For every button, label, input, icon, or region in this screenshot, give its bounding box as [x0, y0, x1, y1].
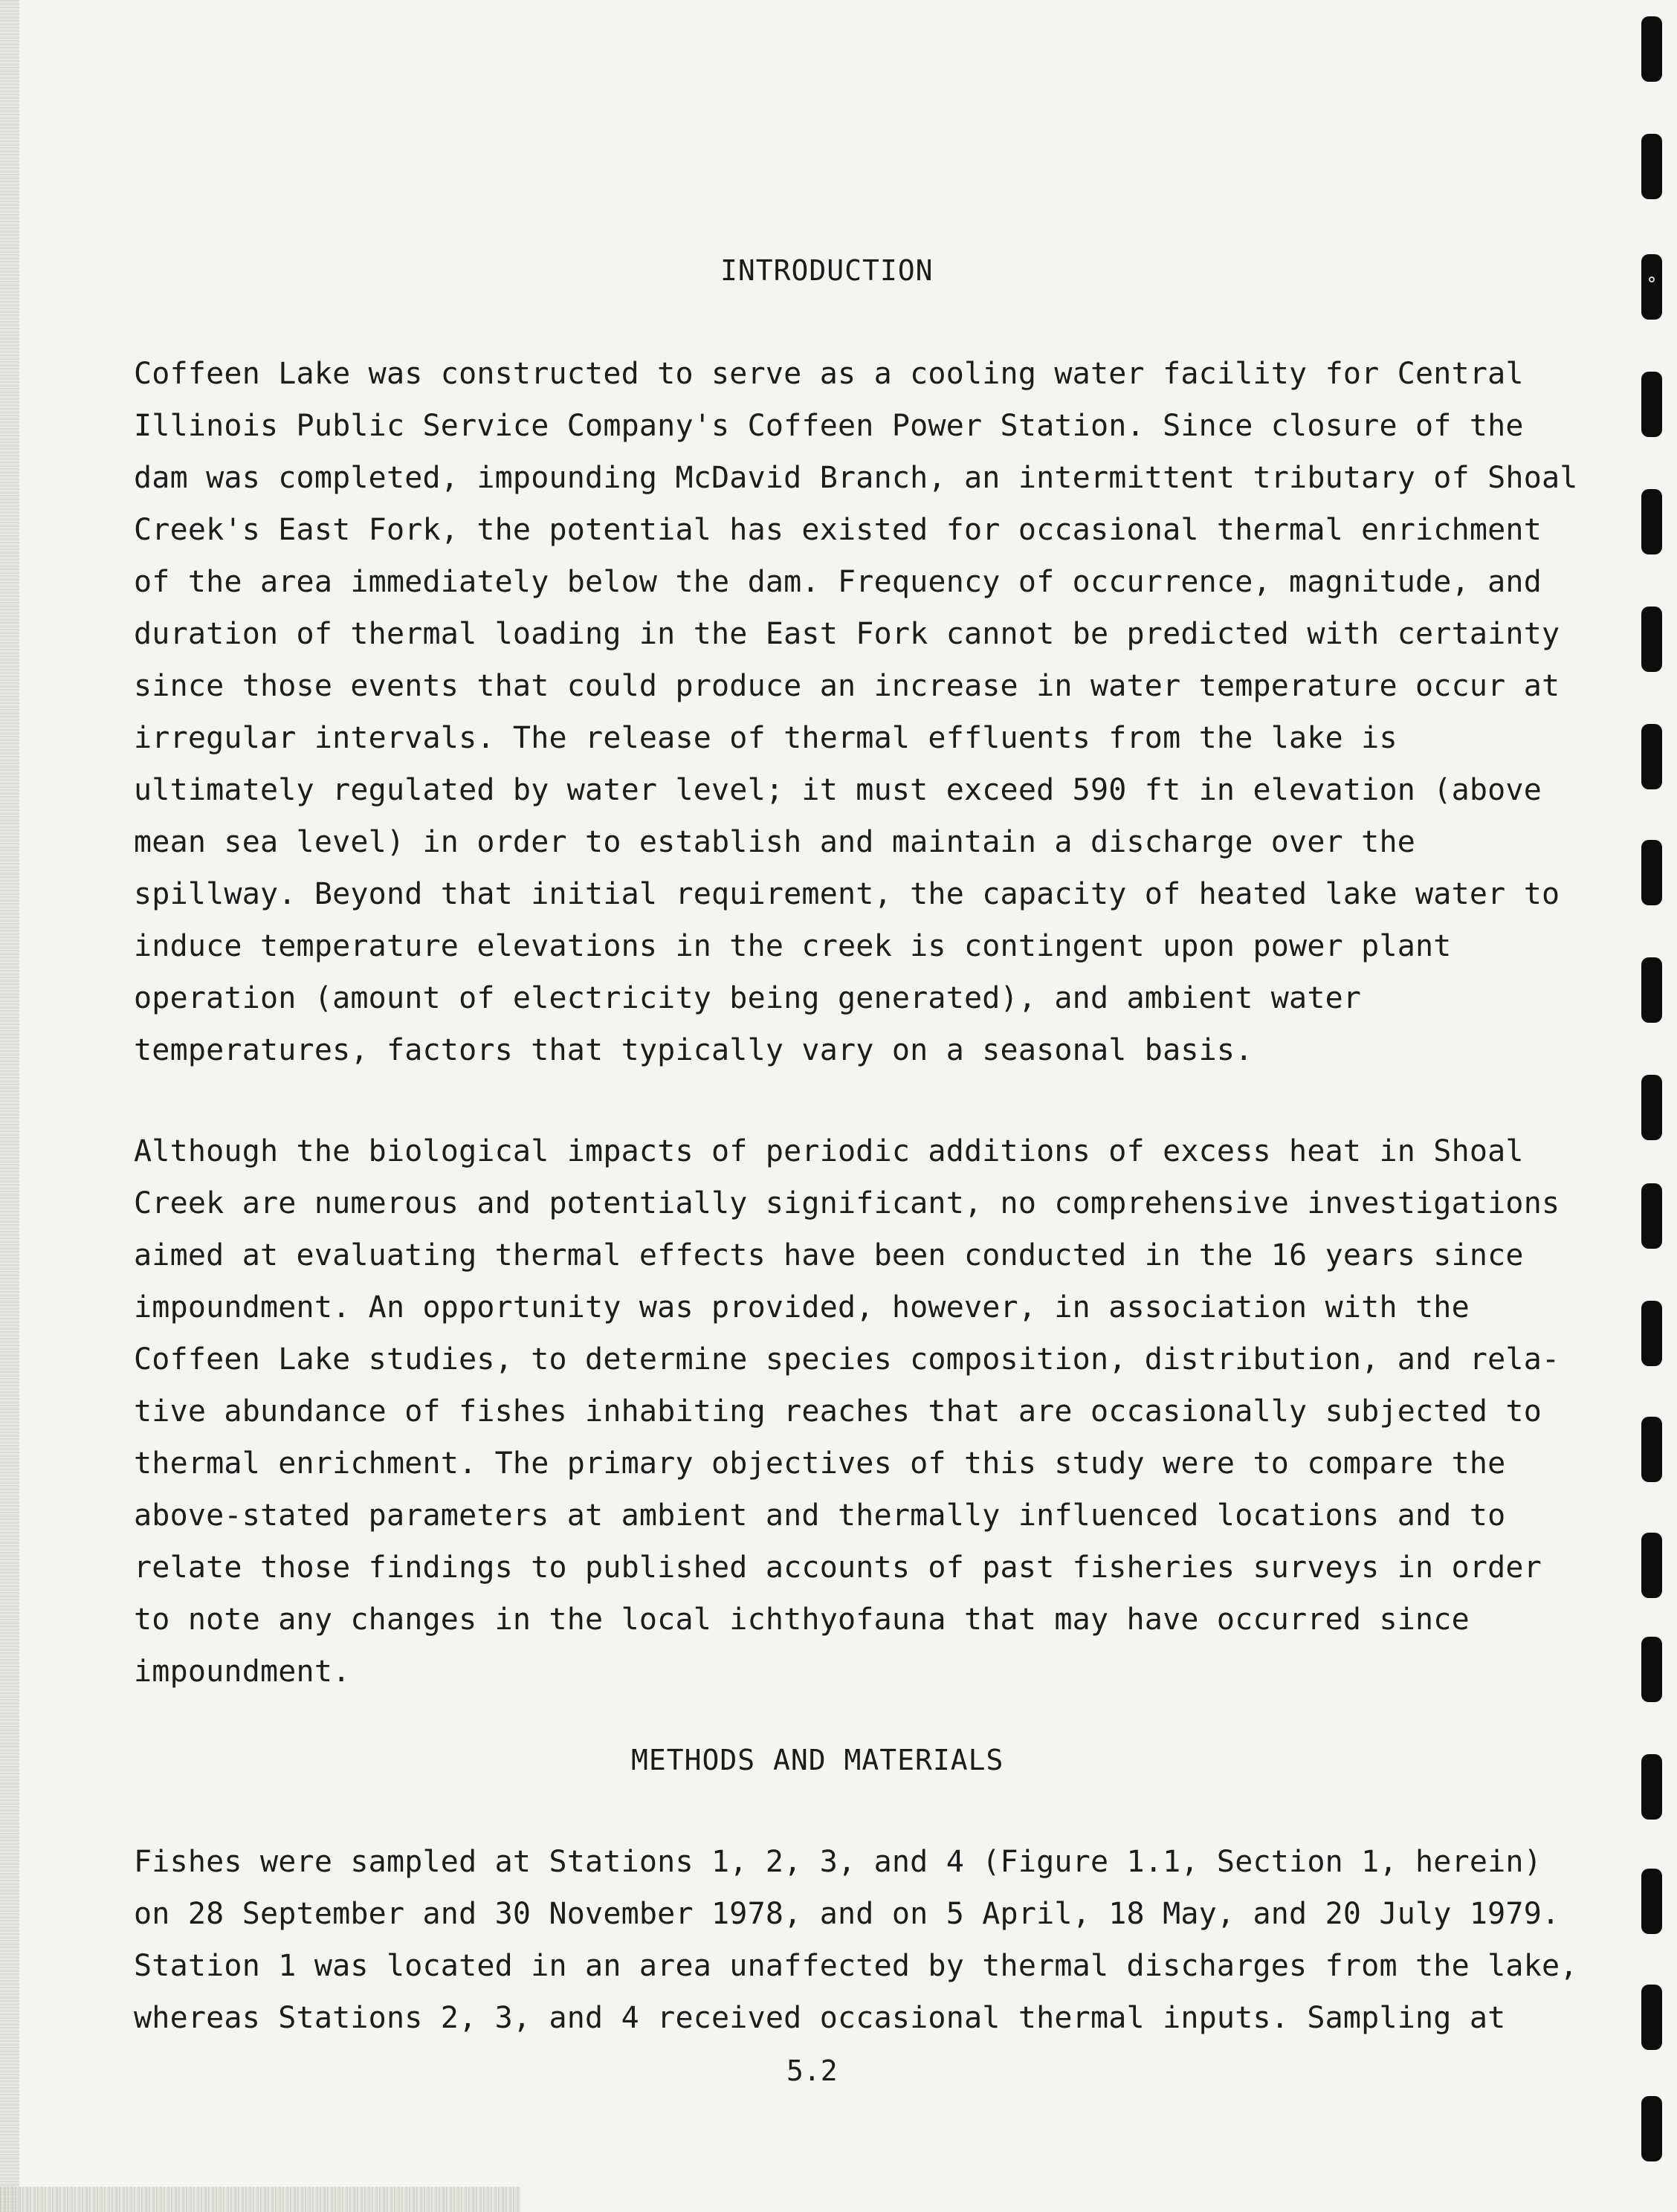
binder-hole [1641, 134, 1662, 199]
text-line: above-stated parameters at ambient and thermally influenced locations and to [134, 1498, 1506, 1533]
binder-hole [1641, 1183, 1662, 1249]
binder-hole [1641, 1075, 1662, 1140]
text-line: dam was completed, impounding McDavid Branch, an intermittent tributary of Shoal [134, 461, 1578, 495]
binder-hole [1641, 1754, 1662, 1820]
binder-hole [1641, 607, 1662, 672]
text-line: spillway. Beyond that initial requirement, the capacity of heated lake water to [134, 877, 1560, 911]
binder-hole [1641, 1533, 1662, 1598]
text-line: Illinois Public Service Company's Coffeen Power Station. Since closure of the [134, 409, 1524, 443]
text-line: induce temperature elevations in the creek is contingent upon power plant [134, 929, 1452, 963]
binder-hole [1641, 840, 1662, 905]
binder-hole [1641, 254, 1662, 320]
text-line: thermal enrichment. The primary objectives of this study were to compare the [134, 1446, 1506, 1481]
binder-hole [1641, 1417, 1662, 1482]
text-line: since those events that could produce an increase in water temperature occur at [134, 669, 1560, 703]
text-line: duration of thermal loading in the East Fork cannot be predicted with certainty [134, 617, 1560, 651]
intro-paragraph-1 [134, 348, 1578, 1076]
hole-dot-icon [1649, 276, 1655, 282]
binder-hole [1641, 1985, 1662, 2050]
text-line: impoundment. [134, 1655, 351, 1689]
scan-edge-left [0, 0, 19, 2212]
binder-hole [1641, 372, 1662, 437]
text-line: impoundment. An opportunity was provided, however, in association with the [134, 1290, 1470, 1325]
text-line: whereas Stations 2, 3, and 4 received occasional thermal inputs. Sampling at [134, 2001, 1506, 2035]
text-line: Coffeen Lake studies, to determine species composition, distribution, and rela- [134, 1342, 1560, 1377]
binder-holes [1640, 0, 1677, 2212]
text-line: to note any changes in the local ichthyofauna that may have occurred since [134, 1603, 1470, 1637]
binder-hole [1641, 724, 1662, 789]
text-line: on 28 September and 30 November 1978, and on 5 April, 18 May, and 20 July 1979. [134, 1897, 1560, 1931]
text-line: Creek's East Fork, the potential has existed for occasional thermal enrichment [134, 513, 1542, 547]
text-line: relate those findings to published accounts of past fisheries surveys in order [134, 1550, 1542, 1585]
binder-hole [1641, 1637, 1662, 1702]
binder-hole [1641, 957, 1662, 1023]
binder-hole [1641, 1301, 1662, 1366]
binder-hole [1641, 2096, 1662, 2161]
text-line: Creek are numerous and potentially significant, no comprehensive investigations [134, 1186, 1560, 1220]
scan-edge-bottom [0, 2187, 520, 2212]
text-line: irregular intervals. The release of thermal effluents from the lake is [134, 721, 1398, 755]
methods-heading: METHODS AND MATERIALS [631, 1744, 1004, 1776]
text-line: aimed at evaluating thermal effects have been conducted in the 16 years since [134, 1238, 1524, 1272]
text-line: temperatures, factors that typically vary on a seasonal basis. [134, 1033, 1253, 1067]
intro-paragraph-2 [134, 1125, 1560, 1698]
methods-paragraph-1 [134, 1836, 1578, 2044]
text-line: tive abundance of fishes inhabiting reaches that are occasionally subjected to [134, 1394, 1542, 1429]
text-line: Although the biological impacts of periodic additions of excess heat in Shoal [134, 1134, 1524, 1168]
page-number: 5.2 [786, 2054, 838, 2087]
text-line: mean sea level) in order to establish and maintain a discharge over the [134, 825, 1416, 859]
text-line: Fishes were sampled at Stations 1, 2, 3, and 4 (Figure 1.1, Section 1, herein) [134, 1845, 1542, 1879]
text-line: Coffeen Lake was constructed to serve as a cooling water facility for Central [134, 357, 1524, 391]
text-line: operation (amount of electricity being generated), and ambient water [134, 981, 1362, 1015]
binder-hole [1641, 1869, 1662, 1934]
text-line: Station 1 was located in an area unaffected by thermal discharges from the lake, [134, 1949, 1578, 1983]
introduction-heading: INTRODUCTION [720, 254, 934, 287]
binder-hole [1641, 489, 1662, 554]
binder-hole [1641, 16, 1662, 82]
text-line: of the area immediately below the dam. Frequency of occurrence, magnitude, and [134, 565, 1542, 599]
text-line: ultimately regulated by water level; it must exceed 590 ft in elevation (above [134, 773, 1542, 807]
